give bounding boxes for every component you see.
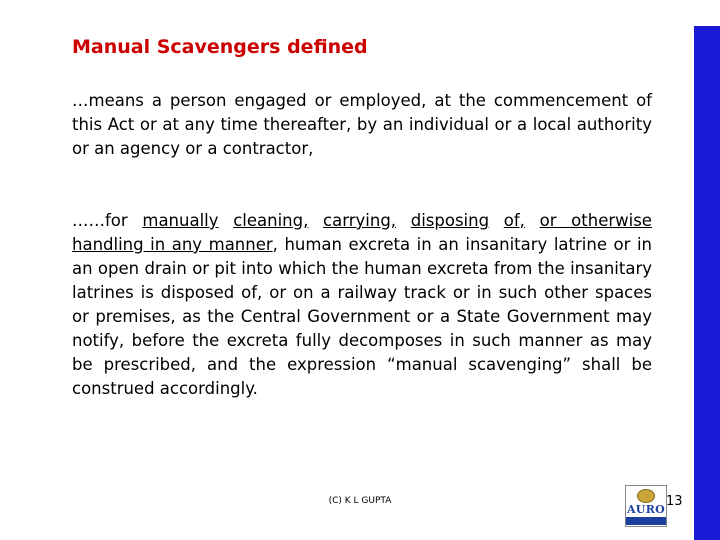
auro-logo bbox=[625, 485, 667, 527]
logo-emblem-icon bbox=[637, 489, 655, 503]
paragraph-rest: , human excreta in an insanitary latrine or in an open drain or pit into which the human excreta from the insanitary latrines is disposed of, or on a railway track or in such other spaces or premises, as the Central Government or a State Government may notify, before the excreta fully decomposes in such manner as may be prescribed, and the expression “manual scavenging” shall be construed accordingly. bbox=[72, 235, 652, 398]
footer-copyright: (C) K L GUPTA bbox=[328, 496, 392, 506]
slide-title: Manual Scavengers defined bbox=[72, 36, 368, 58]
logo-banner bbox=[626, 517, 666, 525]
paragraph-prefix: ……for bbox=[72, 211, 143, 230]
underlined-term: cleaning, bbox=[233, 211, 309, 230]
underlined-term: carrying, bbox=[323, 211, 397, 230]
definition-paragraph: …means a person engaged or employed, at the commencement of this Act or at any time thereafter, by an individual or a local authority or an agency or a contractor, bbox=[72, 91, 652, 158]
underlined-term: disposing bbox=[410, 211, 490, 230]
logo-text: AURO bbox=[626, 503, 666, 516]
underlined-term: or otherwise handling in any manner bbox=[72, 211, 652, 254]
page-number: 13 bbox=[666, 494, 683, 509]
underlined-term: manually bbox=[142, 211, 219, 230]
underlined-term: of, bbox=[503, 211, 525, 230]
definition-continuation-paragraph bbox=[72, 209, 652, 401]
corner-marker bbox=[694, 0, 720, 26]
